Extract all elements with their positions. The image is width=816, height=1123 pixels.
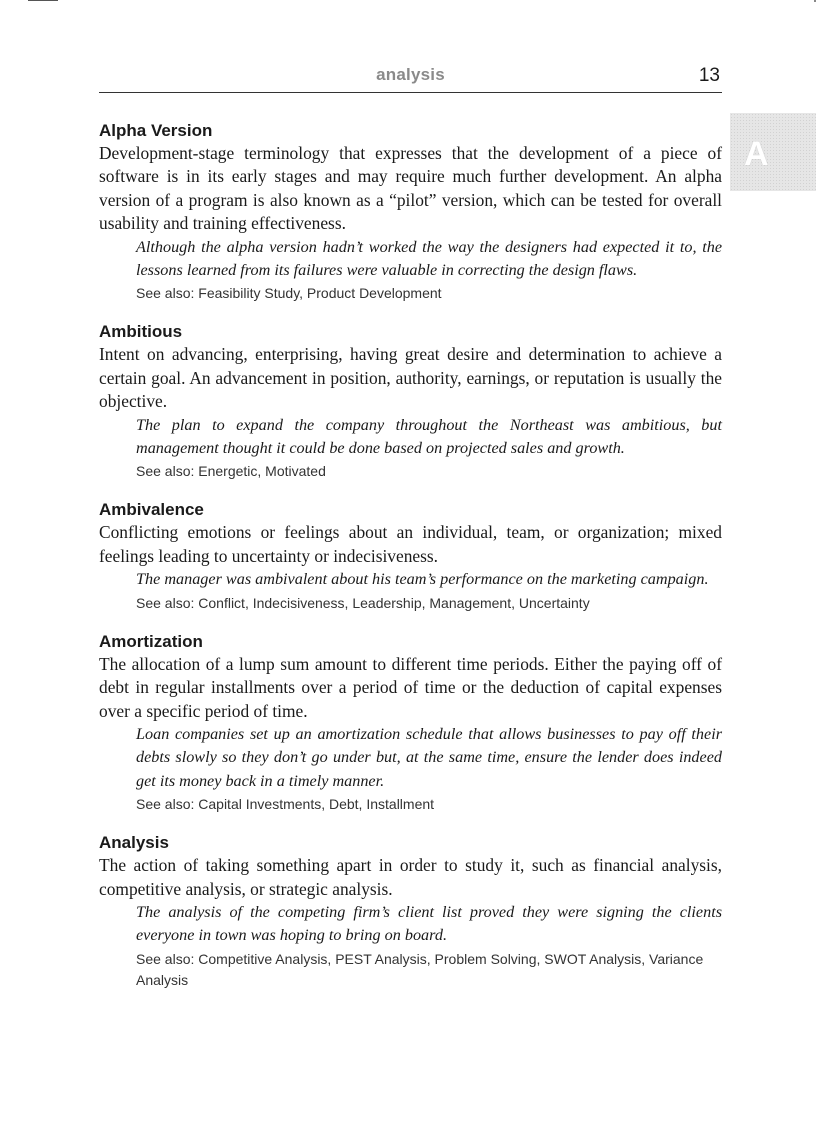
entry-definition: Development-stage terminology that expresses that the development of a piece of software is in its early stages and may require much further development. An alpha version of a program is also known as a “pilot” version, which can be tested for overall usability and training effectiveness. [99, 143, 722, 234]
page-header [99, 62, 722, 93]
entry-definition: The allocation of a lump sum amount to different time periods. Either the paying off of debt in regular installments over a period of time or the deduction of capital expenses over a specific period of time. [99, 653, 722, 721]
entry-see-also: See also: Capital Investments, Debt, Installment [136, 796, 435, 813]
running-head: analysis [376, 65, 445, 84]
glossary-entry-alpha-version [99, 120, 722, 304]
entry-example: Loan companies set up an amortization schedule that allows businesses to pay off their debts slowly so they don’t go under but, at the same time, ensure the lender does indeed get its money back in a timely manner. [136, 724, 722, 790]
entry-term: Amortization [99, 631, 203, 651]
entry-see-also: See also: Energetic, Motivated [136, 463, 326, 480]
glossary-entry-ambivalence [99, 499, 722, 613]
entry-example: The plan to expand the company throughout the Northeast was ambitious, but management thought it could be done based on projected sales and growth. [136, 415, 722, 458]
page-number: 13 [698, 65, 720, 86]
glossary-entry-analysis [99, 832, 722, 991]
thumb-index-tab [730, 113, 816, 191]
entry-term: Analysis [99, 833, 169, 853]
entry-see-also: See also: Conflict, Indecisiveness, Leadership, Management, Uncertainty [136, 594, 590, 611]
entry-see-also: See also: Competitive Analysis, PEST Analysis, Problem Solving, SWOT Analysis, Variance Analysis [136, 950, 704, 988]
glossary-content [99, 120, 722, 1008]
entry-example: The manager was ambivalent about his team’s performance on the marketing campaign. [136, 570, 709, 589]
glossary-entry-amortization [99, 631, 722, 815]
entry-definition: Intent on advancing, enterprising, having great desire and determination to achieve a certain goal. An advancement in position, authority, earnings, or reputation is usually the objective. [99, 344, 722, 412]
glossary-entry-ambitious [99, 321, 722, 482]
thumb-tab-letter: A [744, 135, 769, 173]
entry-definition: The action of taking something apart in order to study it, such as financial analysis, competitive analysis, or strategic analysis. [99, 855, 722, 899]
entry-example: Although the alpha version hadn’t worked the way the designers had expected it to, the lessons learned from its failures were valuable in correcting the design flaws. [136, 237, 722, 280]
entry-term: Ambitious [99, 322, 183, 342]
entry-term: Ambivalence [99, 500, 204, 520]
entry-term: Alpha Version [99, 121, 213, 140]
entry-example: The analysis of the competing firm’s client list proved they were signing the clients everyone in town was hoping to bring on board. [136, 902, 722, 945]
crop-mark [28, 0, 58, 1]
entry-definition: Conflicting emotions or feelings about an individual, team, or organization; mixed feelings leading to uncertainty or indecisiveness. [99, 522, 722, 566]
entry-see-also: See also: Feasibility Study, Product Development [136, 285, 442, 302]
